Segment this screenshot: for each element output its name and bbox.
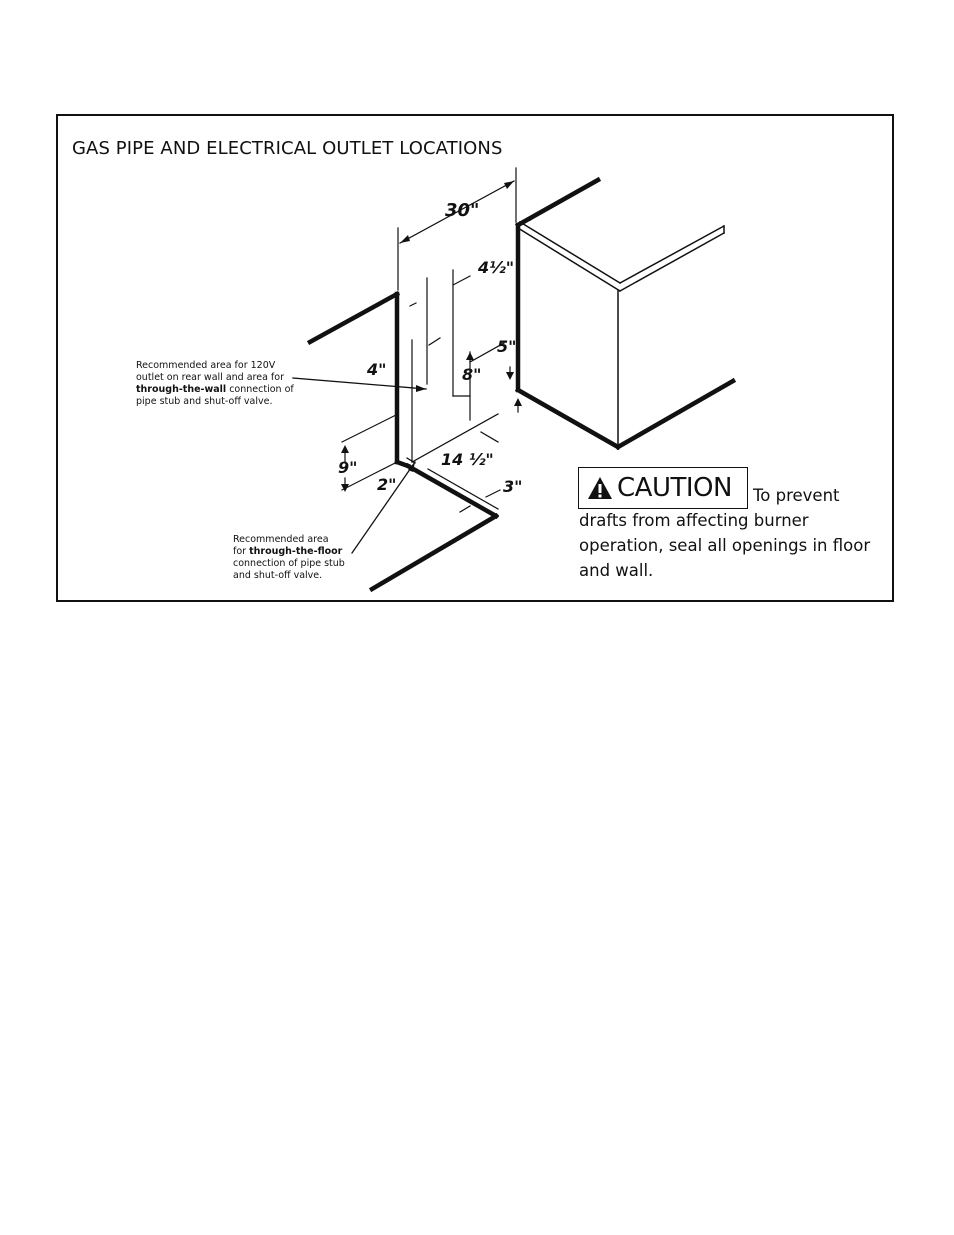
dimension-14-half: 14 ½" xyxy=(441,450,494,469)
dimension-4-half: 4½" xyxy=(478,258,515,277)
dimension-9: 9" xyxy=(338,458,358,477)
figure-title: GAS PIPE AND ELECTRICAL OUTLET LOCATIONS xyxy=(72,138,503,159)
cabinet xyxy=(518,220,724,447)
through-the-wall-note: Recommended area for 120V outlet on rear wall and area for through-the-wall connection of pipe stub and shut-off valve. xyxy=(136,360,294,407)
caution-line-2: drafts from affecting burner xyxy=(579,511,809,530)
dimension-2: 2" xyxy=(377,475,397,494)
dimension-5: 5" xyxy=(497,337,517,356)
through-the-floor-note: Recommended area for through-the-floor connection of pipe stub and shut-off valve. xyxy=(233,534,345,581)
caution-line-1: To prevent xyxy=(753,486,840,505)
warning-triangle-icon xyxy=(587,476,613,500)
caution-word: CAUTION xyxy=(617,473,732,503)
dimension-4: 4" xyxy=(367,360,387,379)
dimension-30: 30" xyxy=(445,200,480,221)
dimension-8: 8" xyxy=(462,365,482,384)
caution-label-box xyxy=(578,467,748,509)
arrowheads xyxy=(341,181,522,492)
caution-line-3: operation, seal all openings in floor xyxy=(579,536,871,555)
dimension-3: 3" xyxy=(503,477,523,496)
caution-line-4: and wall. xyxy=(579,561,654,580)
